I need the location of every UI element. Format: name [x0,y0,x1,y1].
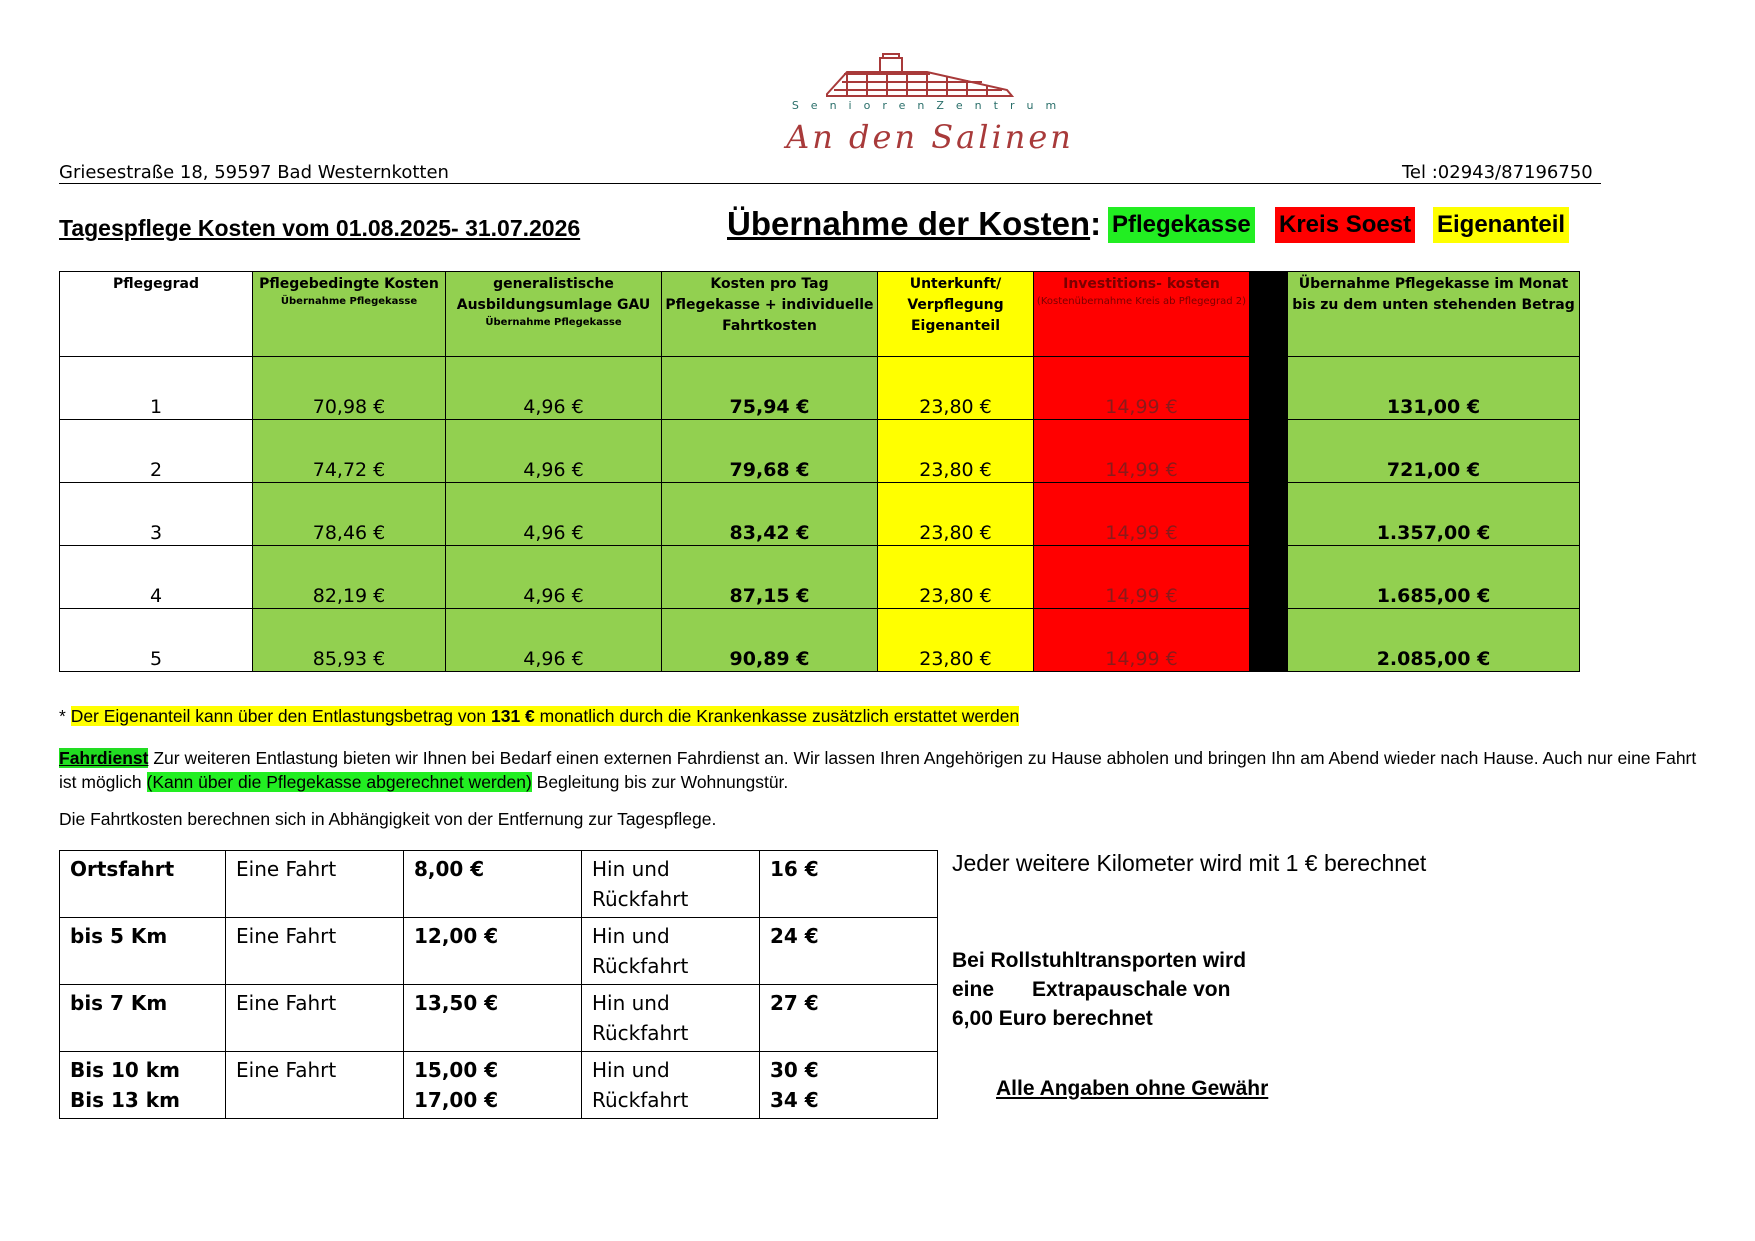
cell-monat: 131,00 € [1288,357,1580,420]
address: Griesestraße 18, 59597 Bad Westernkotten [59,162,449,183]
cell-hr-preis: 30 € 34 € [760,1052,938,1119]
km-note: Jeder weitere Kilometer wird mit 1 € berechnet [952,850,1427,876]
cell-eine: Eine Fahrt [226,1052,404,1119]
cell-monat: 1.685,00 € [1288,546,1580,609]
cell-gau: 4,96 € [446,483,662,546]
table-row [60,609,1580,672]
cell-separator [1250,357,1288,420]
cell-unterkunft: 23,80 € [878,546,1034,609]
cell-unterkunft: 23,80 € [878,357,1034,420]
cell-zone: bis 5 Km [60,918,226,985]
cell-tag: 79,68 € [662,420,878,483]
cell-eine: Eine Fahrt [226,918,404,985]
logo-script: An den Salinen [786,118,1074,156]
cell-hin-rueck: Hin und Rückfahrt [582,985,760,1052]
cell-pflege: 82,19 € [253,546,446,609]
cell-unterkunft: 23,80 € [878,483,1034,546]
table-row [60,546,1580,609]
table-row [60,985,938,1052]
cell-zone: Bis 10 km Bis 13 km [60,1052,226,1119]
legend-kreis-soest: Kreis Soest [1275,207,1415,243]
cell-separator [1250,609,1288,672]
cell-hr-preis: 24 € [760,918,938,985]
cell-tag: 87,15 € [662,546,878,609]
header-kosten-tag: Kosten pro Tag Pflegekasse + individuelle Fahrtkosten [662,272,878,357]
cost-table-header [60,272,1580,357]
cost-coverage-colon: : [1090,205,1102,242]
cell-grad: 5 [60,609,253,672]
cell-grad: 3 [60,483,253,546]
cell-preis: 13,50 € [404,985,582,1052]
legend-eigenanteil: Eigenanteil [1433,207,1569,243]
disclaimer: Alle Angaben ohne Gewähr [996,1077,1269,1100]
cell-hr-preis: 16 € [760,851,938,918]
cell-tag: 75,94 € [662,357,878,420]
cell-pflege: 74,72 € [253,420,446,483]
cost-table [59,271,1580,672]
header-unterkunft: Unterkunft/ Verpflegung Eigenanteil [878,272,1034,357]
cell-gau: 4,96 € [446,609,662,672]
logo-subtitle: SeniorenZentrum [791,99,1069,112]
cell-grad: 2 [60,420,253,483]
cell-separator [1250,483,1288,546]
header-gau: generalistische Ausbildungsumlage GAU Übernahme Pflegekasse [446,272,662,357]
header-investitionskosten: Investitions- kosten (Kostenübernahme Kreis ab Pflegegrad 2) [1034,272,1250,357]
fahrdienst-label: Fahrdienst [59,748,149,768]
cell-tag: 90,89 € [662,609,878,672]
legend-pflegekasse: Pflegekasse [1108,207,1255,243]
fare-table [59,850,938,1119]
cell-grad: 4 [60,546,253,609]
cell-hr-preis: 27 € [760,985,938,1052]
table-row [60,851,938,918]
rollstuhl-note: Bei Rollstuhltransporten wird eine Extrapauschale von 6,00 Euro berechnet [952,949,1247,1030]
fahrdienst-note: Fahrdienst Zur weiteren Entlastung bieten wir Ihnen bei Bedarf einen externen Fahrdienst an. Wir lassen Ihren Angehörigen zu Hause abholen und bringen Ihn am Abend wieder nach Hause. Auch nur eine Fahrt ist möglich (Kann über die Pflegekasse abgerechnet werden) Begleitung bis zur Wohnungstür. [59,748,1697,792]
cell-preis: 15,00 € 17,00 € [404,1052,582,1119]
header-monat: Übernahme Pflegekasse im Monat bis zu dem unten stehenden Betrag [1288,272,1580,357]
cost-coverage-title [727,205,1101,243]
cell-pflege: 78,46 € [253,483,446,546]
table-row [60,357,1580,420]
address-rule [59,183,1601,184]
cell-invest: 14,99 € [1034,357,1250,420]
table-row [60,1052,938,1119]
fahrtkosten-note: Die Fahrtkosten berechnen sich in Abhängigkeit von der Entfernung zur Tagespflege. [59,809,717,829]
cell-hin-rueck: Hin und Rückfahrt [582,851,760,918]
cell-pflege: 85,93 € [253,609,446,672]
cell-preis: 8,00 € [404,851,582,918]
cell-zone: Ortsfahrt [60,851,226,918]
telephone: Tel :02943/87196750 [1402,162,1593,183]
cell-zone: bis 7 Km [60,985,226,1052]
cell-gau: 4,96 € [446,420,662,483]
cell-invest: 14,99 € [1034,420,1250,483]
cell-invest: 14,99 € [1034,546,1250,609]
cell-gau: 4,96 € [446,357,662,420]
cell-separator [1250,546,1288,609]
table-row [60,420,1580,483]
cell-invest: 14,99 € [1034,483,1250,546]
header-pflegegrad: Pflegegrad [60,272,253,357]
cell-hin-rueck: Hin und Rückfahrt [582,1052,760,1119]
header-pflegebedingt: Pflegebedingte Kosten Übernahme Pflegekasse [253,272,446,357]
cell-gau: 4,96 € [446,546,662,609]
header-separator [1250,272,1288,357]
cell-invest: 14,99 € [1034,609,1250,672]
cell-separator [1250,420,1288,483]
cell-eine: Eine Fahrt [226,985,404,1052]
page-title: Tagespflege Kosten vom 01.08.2025- 31.07.2026 [59,215,581,241]
cell-pflege: 70,98 € [253,357,446,420]
table-row [60,918,938,985]
cell-preis: 12,00 € [404,918,582,985]
cell-grad: 1 [60,357,253,420]
cell-monat: 1.357,00 € [1288,483,1580,546]
cell-unterkunft: 23,80 € [878,420,1034,483]
cell-tag: 83,42 € [662,483,878,546]
cell-unterkunft: 23,80 € [878,609,1034,672]
cell-eine: Eine Fahrt [226,851,404,918]
cell-monat: 721,00 € [1288,420,1580,483]
table-row [60,483,1580,546]
cell-monat: 2.085,00 € [1288,609,1580,672]
cost-coverage-label: Übernahme der Kosten [727,205,1091,242]
cell-hin-rueck: Hin und Rückfahrt [582,918,760,985]
eigenanteil-note: * Der Eigenanteil kann über den Entlastungsbetrag von 131 € monatlich durch die Krankenkasse zusätzlich erstattet werden [59,706,1020,726]
